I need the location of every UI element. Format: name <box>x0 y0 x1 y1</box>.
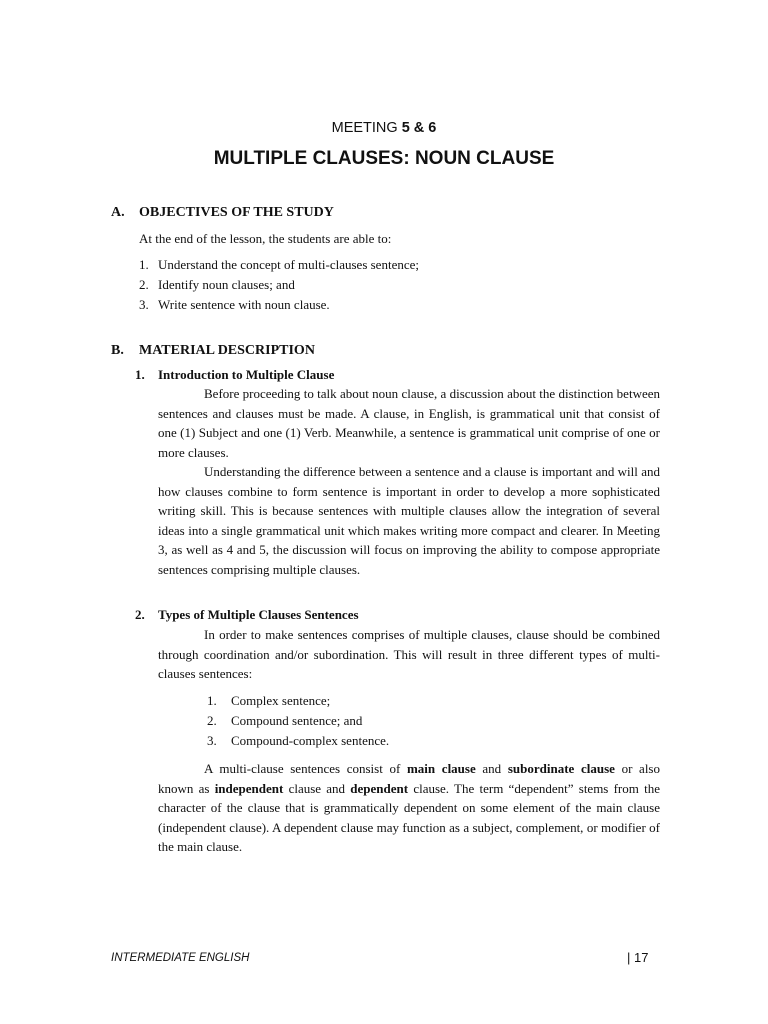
intro-paragraph-2: Understanding the difference between a sentence and a clause is important and will and how clauses combine to form sentence is important in order to develop a more sophisticated writing skill. This is because sentences with multiple clauses allow the integration of several ideas into a single grammatical unit which makes writing more compact and clearer. In Meeting 3, as well as 4 and 5, the discussion will focus on improving the ability to compose appropriate sentences comprising multiple clauses. <box>158 464 660 577</box>
types-paragraph-1: In order to make sentences comprises of multiple clauses, clause should be combined through coordination and/or subordination. This will result in three different types of multi-clauses sentences: <box>158 627 660 681</box>
term-subordinate-clause: subordinate clause <box>507 761 615 776</box>
term-main-clause: main clause <box>406 761 476 776</box>
types-paragraph-2: A multi-clause sentences consist of main clause and subordinate clause or also known as independent clause and dependent clause. The term “dependent” stems from the character of the clause that is grammatically dependent on some element of the main clause (independent clause). A dependent clause may function as a subject, complement, or modifier of the main clause. <box>158 761 660 854</box>
footer-course-name: INTERMEDIATE ENGLISH <box>111 952 250 964</box>
list-item: 3. Compound-complex sentence. <box>207 732 390 748</box>
meeting-heading <box>0 120 768 136</box>
meeting-number: 5 & 6 <box>401 120 437 136</box>
section-b-heading <box>111 343 315 359</box>
section-a-title: OBJECTIVES OF THE STUDY <box>139 205 334 220</box>
section-a-letter: A. <box>111 205 125 220</box>
page-title: MULTIPLE CLAUSES: NOUN CLAUSE <box>213 148 555 169</box>
intro-paragraph-1: Before proceeding to talk about noun clause, a discussion about the distinction between sentences and clauses must be made. A clause, in English, is grammatical unit that consist of one (1) Subject and one (1) Verb. Meanwhile, a sentence is grammatical unit comprise of one or more clauses. <box>158 386 660 460</box>
subsection-2-heading: 2. Types of Multiple Clauses Sentences <box>135 607 359 622</box>
term-independent: independent <box>214 780 284 796</box>
footer-page-number: | 17 <box>627 950 649 965</box>
list-item: 3. Write sentence with noun clause. <box>139 296 330 312</box>
objectives-list <box>139 255 419 314</box>
objectives-intro: At the end of the lesson, the students are able to: <box>139 231 392 246</box>
list-item: 1. Complex sentence; <box>207 693 331 708</box>
subsection-1-heading: 1. Introduction to Multiple Clause <box>135 367 335 382</box>
section-b-letter: B. <box>111 343 124 358</box>
list-item: 2. Identify noun clauses; and <box>139 276 295 292</box>
section-b-title: MATERIAL DESCRIPTION <box>139 343 315 358</box>
list-item: 2. Compound sentence; and <box>207 712 363 728</box>
list-item: 1. Understand the concept of multi-clauses sentence; <box>139 257 419 272</box>
sentence-types-list <box>207 691 389 750</box>
meeting-label: MEETING <box>331 120 398 136</box>
section-a-heading <box>111 205 334 221</box>
term-dependent: dependent <box>350 780 409 796</box>
